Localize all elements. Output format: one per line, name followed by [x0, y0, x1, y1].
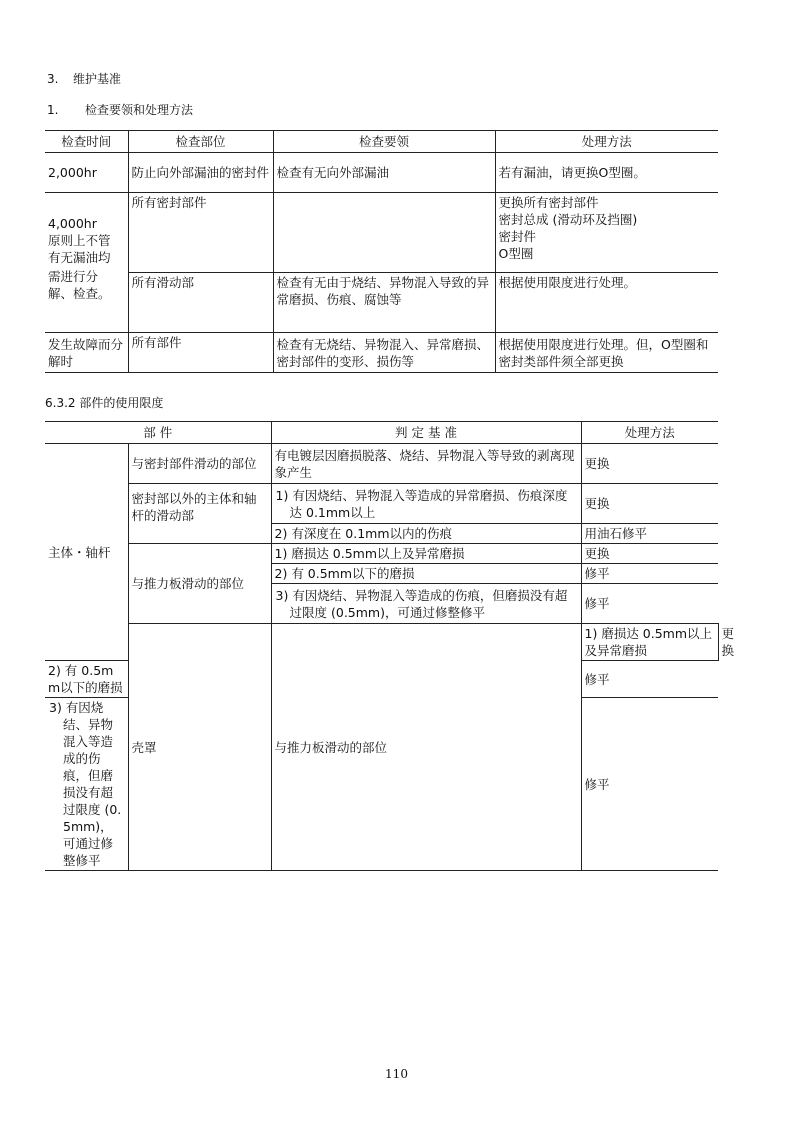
inspection-table: [45, 130, 718, 373]
criterion-cell: 有电镀层因磨损脱落、烧结、异物混入等导致的剥离现象产生: [271, 444, 581, 484]
table-row: [45, 153, 718, 193]
table-row: [45, 333, 718, 373]
text-line: 更换所有密封部件: [498, 195, 599, 210]
header-cell: 检查要领: [273, 131, 495, 153]
component-part-cell: 密封部以外的主体和轴杆的滑动部: [128, 484, 271, 544]
section-title: 维护基准: [73, 72, 122, 86]
header-cell: 判 定 基 准: [271, 422, 581, 444]
component-part-cell: 与推力板滑动的部位: [128, 544, 271, 624]
header-cell: 处理方法: [495, 131, 718, 153]
header-cell: 检查部位: [128, 131, 273, 153]
section-title: 6.3.2 部件的使用限度: [45, 396, 164, 410]
criterion-cell: 2) 有深度在 0.1mm以内的伤痕: [271, 524, 581, 544]
criterion-cell: 3) 有因烧结、异物混入等造成的伤痕，但磨损没有超过限度 (0.5mm)，可通过修整修平: [45, 698, 128, 871]
text-line: 密封总成 (滑动环及挡圈): [498, 212, 638, 227]
inspect-time-cell: [45, 193, 128, 333]
component-group-cell: 壳罩: [128, 624, 271, 871]
usage-limit-table: [45, 421, 735, 871]
action-cell: 根据使用限度进行处理。: [495, 273, 718, 333]
inspect-part-cell: 所有密封部件: [128, 193, 273, 273]
component-part-cell: 与密封部件滑动的部位: [128, 444, 271, 484]
component-group-cell: 主体・轴杆: [45, 444, 128, 661]
action-cell: 修平: [581, 698, 718, 871]
section-title: 检查要领和处理方法: [85, 103, 194, 117]
header-cell: 处理方法: [581, 422, 718, 444]
table-header-row: [45, 131, 718, 153]
inspect-method-cell: [273, 193, 495, 273]
action-cell: 根据使用限度进行处理。但，O型圈和密封类部件须全部更换: [495, 333, 718, 373]
section-number: 3.: [47, 72, 59, 86]
text-line: O型圈: [498, 246, 534, 261]
table-row: [45, 273, 718, 333]
action-cell: [495, 193, 718, 273]
header-cell: 部 件: [45, 422, 271, 444]
section-heading-1: [47, 101, 193, 118]
action-cell: 用油石修平: [581, 524, 718, 544]
action-cell: 更换: [581, 544, 718, 564]
text-line: 解、检查。: [48, 286, 111, 301]
action-cell: 修平: [581, 564, 718, 584]
table-header-row: [45, 422, 718, 444]
text-line: 4,000hr: [48, 216, 97, 231]
text-line: 原则上不管: [48, 233, 111, 248]
text-line: 需进行分: [48, 269, 99, 284]
header-cell: 检查时间: [45, 131, 128, 153]
action-cell: 更换: [581, 444, 718, 484]
section-heading-3: [47, 70, 121, 87]
criterion-cell: 1) 磨损达 0.5mm以上及异常磨损: [581, 624, 718, 661]
inspect-time-cell: 发生故障而分解时: [45, 333, 128, 373]
action-cell: 修平: [581, 584, 718, 624]
inspect-method-cell: 检查有无由于烧结、异物混入导致的异常磨损、伤痕、腐蚀等: [273, 273, 495, 333]
table-row: 壳罩 与推力板滑动的部位 1) 磨损达 0.5mm以上及异常磨损 更换: [45, 624, 718, 661]
inspect-part-cell: 所有滑动部: [128, 273, 273, 333]
criterion-cell: 2) 有 0.5mm以下的磨损: [271, 564, 581, 584]
criterion-cell: 1) 有因烧结、异物混入等造成的异常磨损、伤痕深度达 0.1mm以上: [271, 484, 581, 524]
text-line: 有无漏油均: [48, 250, 111, 265]
inspect-method-cell: 检查有无向外部漏油: [273, 153, 495, 193]
section-heading-632: [45, 394, 163, 411]
section-number: 1.: [47, 103, 59, 117]
action-cell: 若有漏油，请更换O型圈。: [495, 153, 718, 193]
criterion-cell: 3) 有因烧结、异物混入等造成的伤痕，但磨损没有超过限度 (0.5mm)，可通过修整修平: [271, 584, 581, 624]
text-line: 密封件: [498, 229, 537, 244]
inspect-method-cell: 检查有无烧结、异物混入、异常磨损、密封部件的变形、损伤等: [273, 333, 495, 373]
action-cell: 更换: [581, 484, 718, 524]
criterion-cell: 1) 磨损达 0.5mm以上及异常磨损: [271, 544, 581, 564]
inspect-part-cell: 所有部件: [128, 333, 273, 373]
inspect-part-cell: 防止向外部漏油的密封件: [128, 153, 273, 193]
table-row: [45, 444, 718, 484]
criterion-cell: 2) 有 0.5mm以下的磨损: [45, 661, 128, 698]
inspect-time-cell: 2,000hr: [45, 153, 128, 193]
table-row: [45, 544, 718, 564]
table-row: [45, 484, 718, 524]
component-part-cell: 与推力板滑动的部位: [271, 624, 581, 871]
action-cell: 修平: [581, 661, 718, 698]
table-row: [45, 193, 718, 273]
page-number: 110: [385, 1067, 408, 1081]
